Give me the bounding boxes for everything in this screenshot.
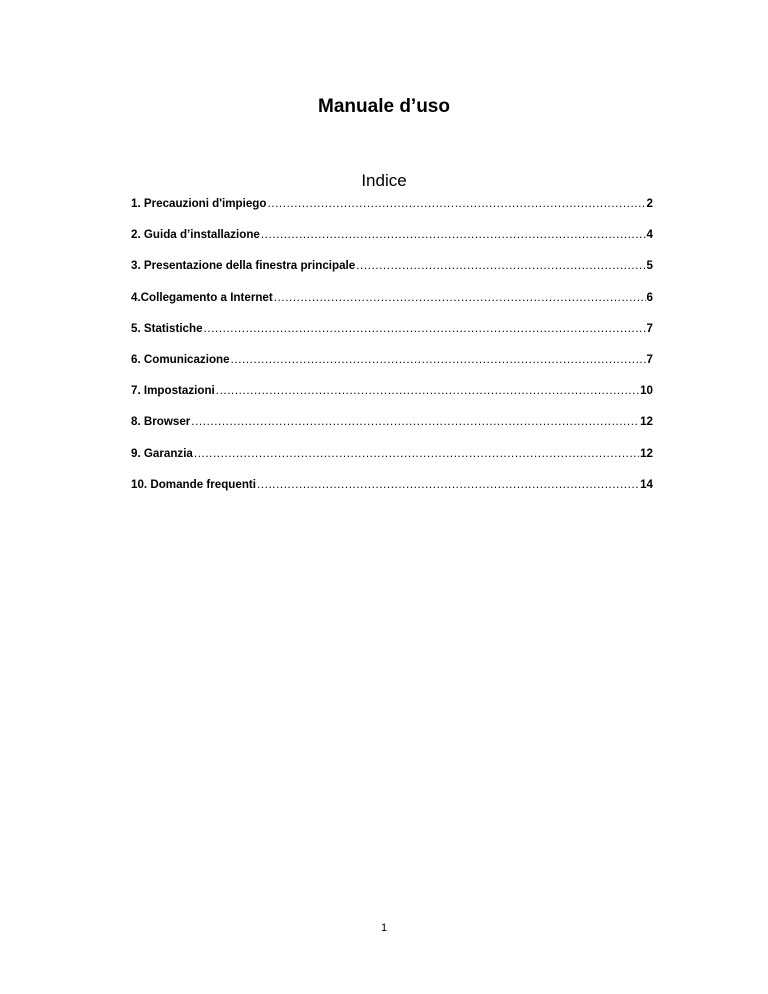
toc-entry-page: 7: [646, 321, 653, 335]
toc-dot-leader: [194, 446, 639, 462]
toc-entry-page: 5: [646, 259, 653, 273]
toc-dot-leader: [231, 352, 646, 368]
toc-entry-page: 7: [646, 352, 653, 366]
toc-dot-leader: [267, 196, 645, 212]
toc-entry-page: 12: [640, 415, 653, 429]
toc-dot-leader: [356, 258, 645, 274]
toc-entry-browser[interactable]: [131, 414, 653, 430]
toc-entry-page: 4: [646, 228, 653, 242]
toc-entry-label: 2. Guida d’installazione: [131, 228, 260, 242]
toc-entry-label: 3. Presentazione della finestra principale: [131, 259, 356, 273]
toc-entry-label: 4.Collegamento a Internet: [131, 290, 273, 304]
toc-entry-page: 2: [646, 197, 653, 210]
toc-entry-page: 10: [640, 384, 653, 398]
toc-heading: Indice: [361, 171, 407, 190]
toc-dot-leader: [204, 321, 646, 337]
toc-entry-collegamento-internet[interactable]: [131, 290, 653, 306]
toc-dot-leader: [261, 227, 646, 243]
page-number: 1: [380, 922, 388, 934]
table-of-contents: [131, 196, 653, 508]
toc-entry-garanzia[interactable]: [131, 446, 653, 462]
toc-dot-leader: [191, 414, 639, 430]
toc-entry-page: 14: [640, 477, 653, 491]
toc-entry-page: 12: [640, 446, 653, 460]
toc-entry-comunicazione[interactable]: [131, 352, 653, 368]
toc-dot-leader: [257, 477, 639, 493]
toc-entry-domande-frequenti[interactable]: [131, 477, 653, 493]
toc-entry-label: 6. Comunicazione: [131, 352, 230, 366]
toc-dot-leader: [216, 383, 639, 399]
toc-entry-finestra-principale[interactable]: [131, 258, 653, 274]
toc-entry-label: 9. Garanzia: [131, 446, 193, 460]
toc-entry-page: 6: [646, 290, 653, 304]
toc-entry-precauzioni[interactable]: [131, 196, 653, 212]
toc-entry-impostazioni[interactable]: [131, 383, 653, 399]
toc-entry-installazione[interactable]: [131, 227, 653, 243]
toc-entry-label: 7. Impostazioni: [131, 384, 215, 398]
toc-entry-label: 1. Precauzioni d'impiego: [131, 197, 267, 210]
document-title: Manuale d’uso: [318, 96, 450, 117]
toc-entry-label: 8. Browser: [131, 415, 191, 429]
toc-dot-leader: [274, 290, 646, 306]
toc-entry-statistiche[interactable]: [131, 321, 653, 337]
toc-entry-label: 10. Domande frequenti: [131, 477, 256, 491]
toc-entry-label: 5. Statistiche: [131, 321, 203, 335]
